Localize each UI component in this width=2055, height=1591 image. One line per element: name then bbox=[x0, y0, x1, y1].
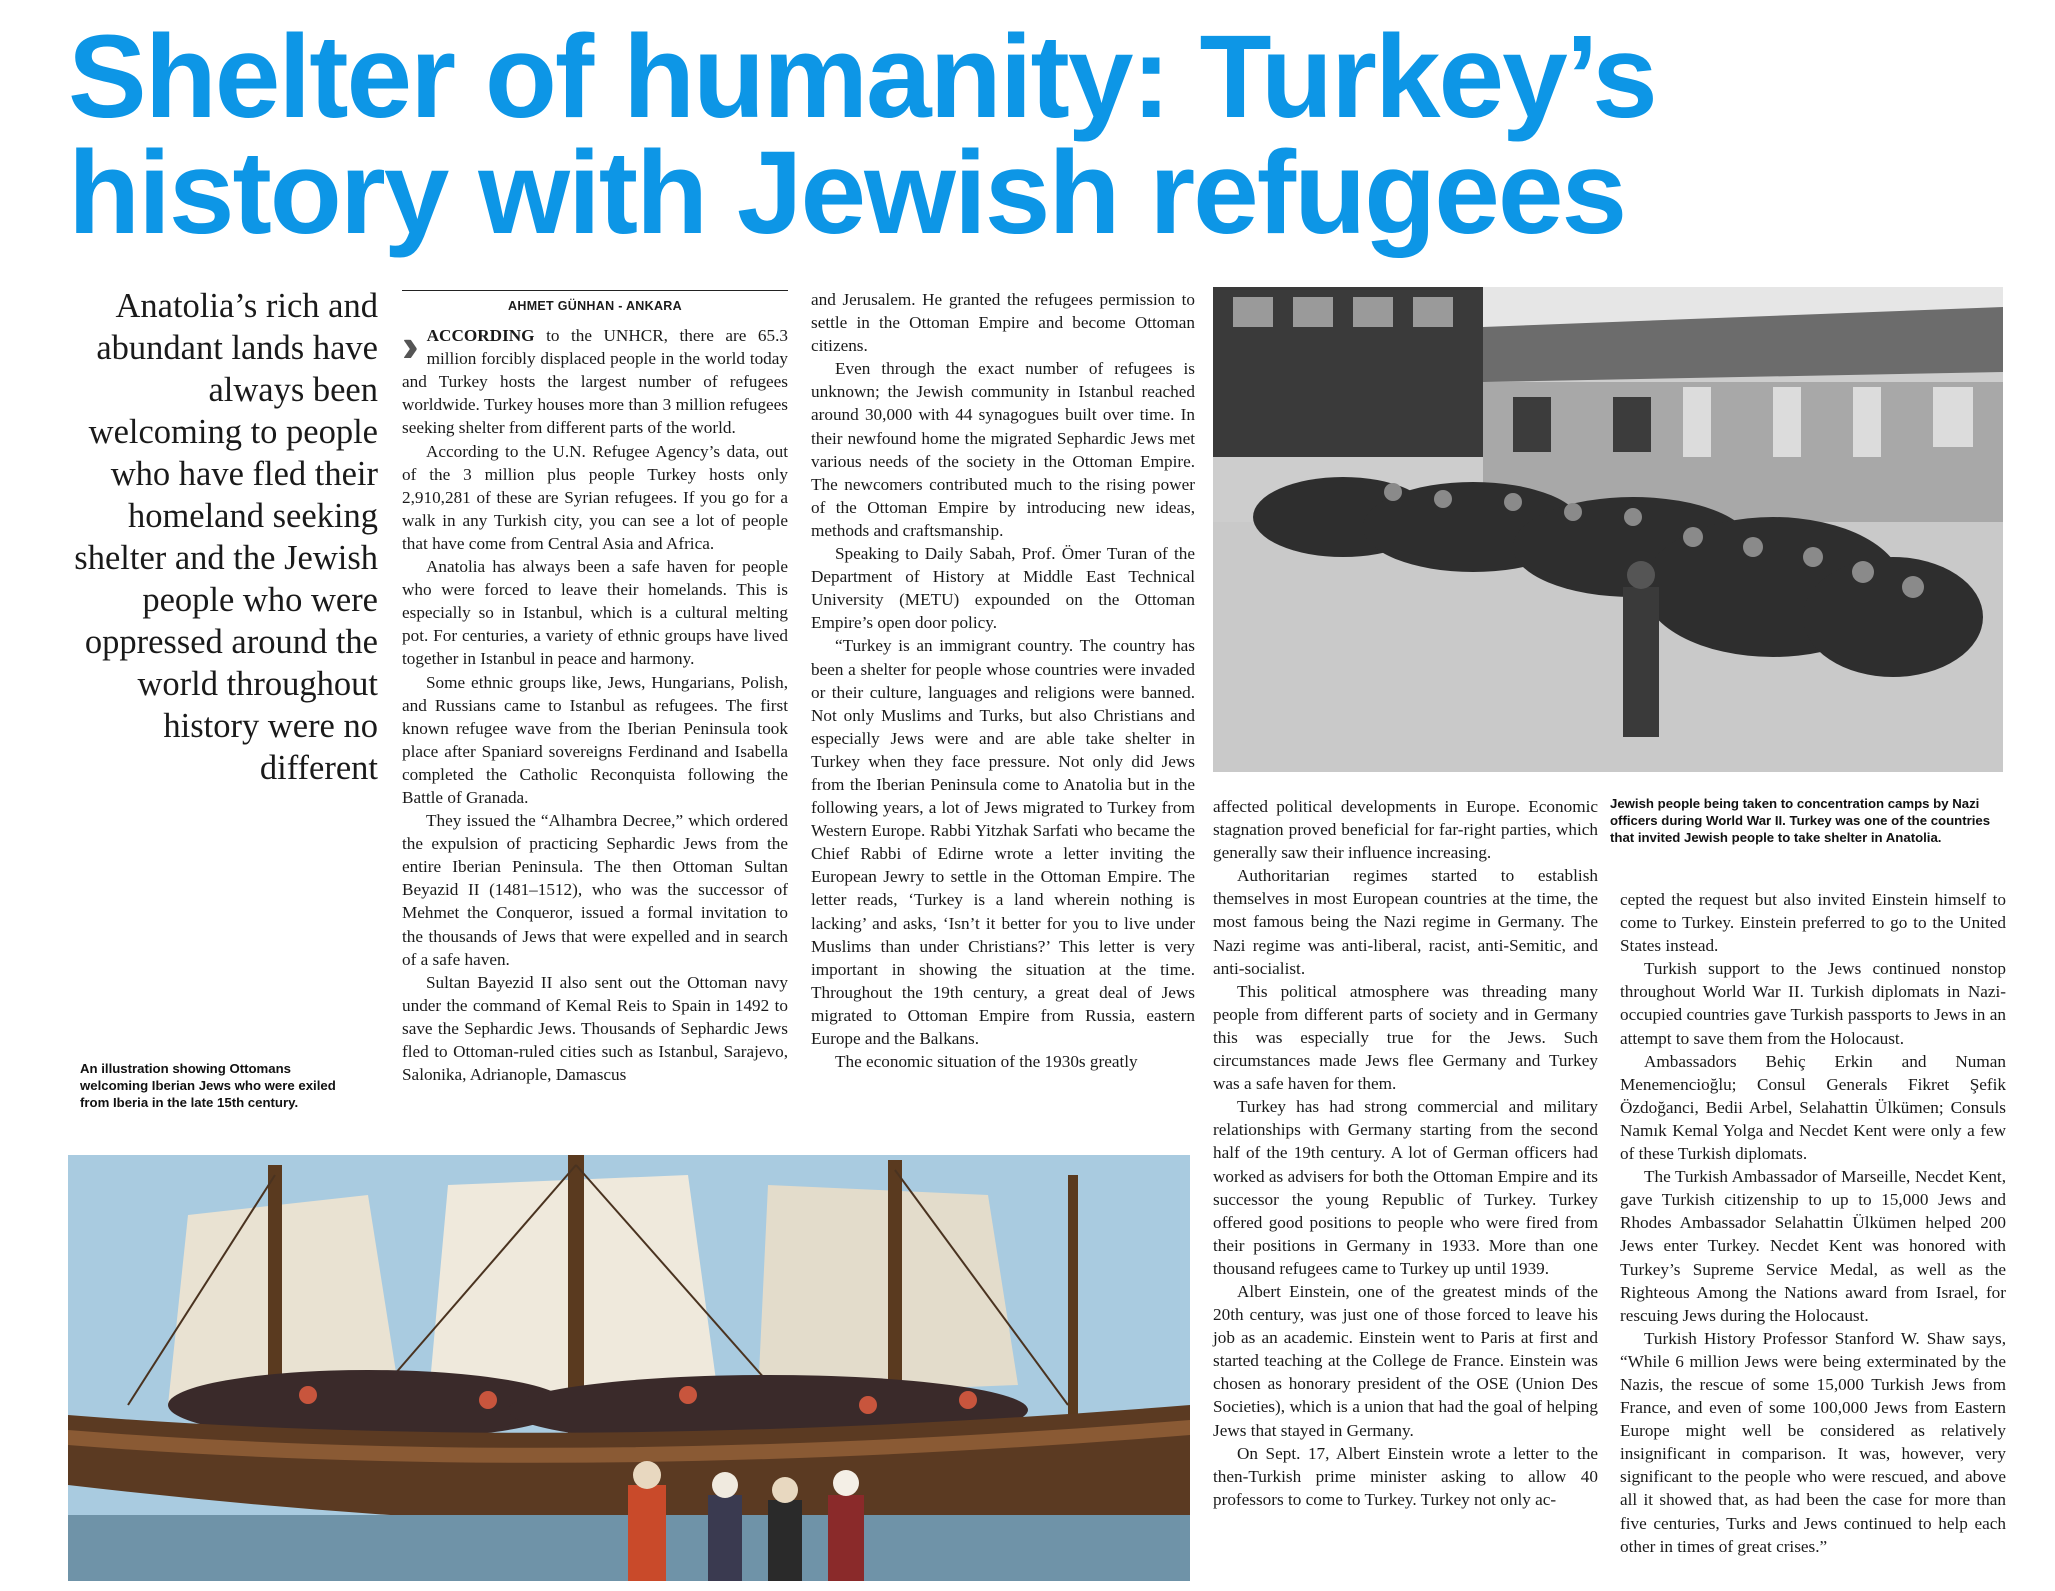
paragraph: Some ethnic groups like, Jews, Hungarians, Polish, and Russians came to Istanbul as refugees. The first known refugee wave from the Iberian Peninsula took place after Spaniard sovereigns Ferdinand and Isabella completed the Catholic Reconquista following the Battle of Granada. bbox=[402, 672, 788, 807]
paragraph: and Jerusalem. He granted the refugees permission to settle in the Ottoman Empire and become Ottoman citizens. bbox=[811, 290, 1195, 356]
paragraph: Even through the exact number of refugees is unknown; the Jewish community in Istanbul reached around 30,000 with 44 synagogues built over time. In their newfound home the migrated Sephardic Jews met various needs of the society in the Ottoman Empire. The newcomers contributed much to the rising power of the Ottoman Empire by introducing new ideas, methods and craftsmanship. bbox=[811, 359, 1195, 540]
byline: AHMET GÜNHAN - ANKARA bbox=[402, 290, 788, 318]
lead-chevron-icon: ›› bbox=[402, 319, 405, 372]
article-column-2 bbox=[811, 288, 1195, 1073]
ottoman-ship-painting bbox=[68, 1155, 1190, 1581]
ottoman-ship-painting-image bbox=[68, 1155, 1190, 1581]
lead-word: ACCORDING bbox=[426, 326, 535, 346]
wwii-photo bbox=[1213, 287, 2003, 772]
paragraph: Turkish History Professor Stanford W. Shaw says, “While 6 million Jews were being exterminated by the Nazis, the rescue of some 15,000 Turkish Jews from France, and even of some 100,000 Jews from Eastern Europe might well be considered as relatively insignificant in comparison. It was, however, very significant to the people who were rescued, and above all it showed that, as had been the case for more than five centuries, Turks and Jews continued to help each other in times of great crises.” bbox=[1620, 1328, 2006, 1556]
article-column-4 bbox=[1620, 888, 2006, 1558]
paragraph: This political atmosphere was threading many people from different parts of society and in Germany this was especially true for the Jews. Such circumstances made Jews flee Germany and Turkey was a safe haven for them. bbox=[1213, 981, 1598, 1094]
paragraph: According to the U.N. Refugee Agency’s data, out of the 3 million plus people Turkey hosts only 2,910,281 of these are Syrian refugees. If you go for a walk in any Turkish city, you can see a lot of people that have come from Central Asia and Africa. bbox=[402, 441, 788, 553]
headline-line-2: history with Jewish refugees bbox=[68, 126, 1626, 259]
paragraph: They issued the “Alhambra Decree,” which ordered the expulsion of practicing Sephardic Jews from the entire Iberian Peninsula. The then Ottoman Sultan Beyazid II (1481–1512), who was the successor of Mehmet the Conqueror, issued a formal invitation to the thousands of Jews that were expelled and in search of a safe haven. bbox=[402, 811, 788, 969]
paragraph: Ambassadors Behiç Erkin and Numan Menemencioğlu; Consul Generals Fikret Şefik Özdoğanci, Bedii Arbel, Selahattin Ülkümen; Consuls Namık Kemal Yolga and Necdet Kent were only a few of these Turkish diplomats. bbox=[1620, 1051, 2006, 1164]
paragraph: affected political developments in Europe. Economic stagnation proved beneficial for far-right parties, which generally saw their influence increasing. bbox=[1213, 797, 1598, 863]
paragraph: Albert Einstein, one of the greatest minds of the 20th century, was just one of those forced to leave his job as an academic. Einstein went to Paris at first and started teaching at the College de France. Einstein was chosen as honorary president of the OSE (Union Des Societies), which is a union that had the goal of helping Jews that stayed in Germany. bbox=[1213, 1281, 1598, 1440]
deck-standfirst: Anatolia’s rich and abundant lands have always been welcoming to people who have fled their homeland seeking shelter and the Jewish people who were oppressed around the world throughout history were no different bbox=[74, 287, 378, 787]
paragraph: cepted the request but also invited Einstein himself to come to Turkey. Einstein preferred to go to the United States instead. bbox=[1620, 890, 2006, 956]
wwii-photo-image bbox=[1213, 287, 2003, 772]
paragraph: Turkey has had strong commercial and military relationships with Germany starting from the second half of the 19th century. A lot of German officers had worked as advisers for both the Ottoman Empire and its successor the young Republic of Turkey. Turkey offered good positions to people who were fired from their positions in Germany in 1933. More than one thousand refugees came to Turkey up until 1939. bbox=[1213, 1097, 1598, 1278]
article-column-3 bbox=[1213, 795, 1598, 1511]
paragraph: The Turkish Ambassador of Marseille, Necdet Kent, gave Turkish citizenship to up to 15,000 Jews and Rhodes Ambassador Selahattin Ülkümen helped 200 Jews enter Turkey. Necdet Kent was honored with Turkey’s Supreme Service Medal, as well as the Righteous Among the Nations award from Israel, for rescuing Jews during the Holocaust. bbox=[1620, 1167, 2006, 1325]
headline-line-1: Shelter of humanity: Turkey’s bbox=[68, 11, 1656, 143]
paragraph: Authoritarian regimes started to establish themselves in most European countries at the time, the most famous being the Nazi regime in Germany. The Nazi regime was anti-liberal, racist, anti-Semitic, and anti-socialist. bbox=[1213, 866, 1598, 978]
article-column-1 bbox=[402, 290, 788, 1086]
paragraph: Anatolia has always been a safe haven for people who were forced to leave their homelands. This is especially so in Istanbul, which is a cultural melting pot. For centuries, a variety of ethnic groups have lived together in Istanbul in peace and harmony. bbox=[402, 557, 788, 669]
paragraph: Speaking to Daily Sabah, Prof. Ömer Turan of the Department of History at Middle East Technical University (METU) expounded on the Ottoman Empire’s open door policy. bbox=[811, 544, 1195, 633]
painting-caption: An illustration showing Ottomans welcoming Iberian Jews who were exiled from Iberia in the late 15th century. bbox=[80, 1061, 336, 1110]
photo-caption: Jewish people being taken to concentration camps by Nazi officers during World War II. Turkey was one of the countries that invited Jewish people to take shelter in Anatolia. bbox=[1610, 796, 1991, 845]
paragraph: “Turkey is an immigrant country. The country has been a shelter for people whose countries were invaded or their culture, languages and religions were banned. Not only Muslims and Turks, but also Christians and especially Jews were and are able take shelter in Turkey when they face pressure. Not only did Jews from the Iberian Peninsula come to Anatolia but in the following years, a lot of Jews migrated to Turkey from Western Europe. Rabbi Yitzhak Sarfati who became the Chief Rabbi of Edirne wrote a letter inviting the European Jewry to settle in the Ottoman Empire. The letter reads, ‘Turkey is a land wherein nothing is lacking’ and asks, ‘Isn’t it better for you to live under Muslims than under Christians?’ This letter is very important in showing the situation at the time. Throughout the 19th century, a great deal of Jews migrated to Ottoman Empire from Russia, eastern Europe and the Balkans. bbox=[811, 636, 1195, 1048]
paragraph: Turkish support to the Jews continued nonstop throughout World War II. Turkish diplomats in Nazi-occupied countries gave Turkish passports to Jews in an attempt to save them from the Holocaust. bbox=[1620, 959, 2006, 1048]
paragraph: The economic situation of the 1930s greatly bbox=[835, 1052, 1138, 1072]
headline bbox=[68, 11, 2028, 259]
paragraph: Sultan Bayezid II also sent out the Ottoman navy under the command of Kemal Reis to Spain in 1492 to save the Sephardic Jews. Thousands of Sephardic Jews fled to Ottoman-ruled cities such as Istanbul, Sarajevo, Salonika, Adrianople, Damascus bbox=[402, 972, 788, 1085]
paragraph: On Sept. 17, Albert Einstein wrote a letter to the then-Turkish prime minister asking to allow 40 professors to come to Turkey. Turkey not only ac- bbox=[1213, 1443, 1598, 1509]
lead-paragraph-text: to the UNHCR, there are 65.3 million forcibly displaced people in the world today and Turkey hosts the largest number of refugees worldwide. Turkey houses more than 3 million refugees seeking shelter from different parts of the world. bbox=[402, 326, 788, 438]
lead-paragraph bbox=[402, 319, 788, 439]
